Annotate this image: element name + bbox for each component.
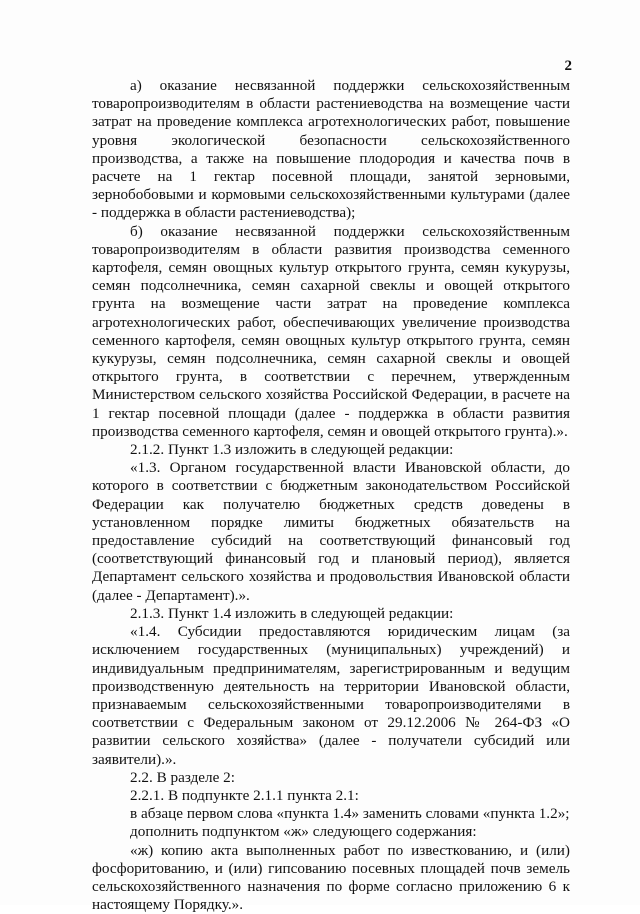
paragraph-replace-words: в абзаце первом слова «пункта 1.4» заменить словами «пункта 1.2»; xyxy=(130,805,570,823)
paragraph-2-2-1: 2.2.1. В подпункте 2.1.1 пункта 2.1: xyxy=(130,786,359,804)
document-body xyxy=(92,77,570,914)
paragraph-b: б) оказание несвязанной поддержки сельскохозяйственным товаропроизводителям в области развития производства семенного картофеля, семян овощных культур открытого грунта, семян кукурузы, семян подсолнечника, семян сахарной свеклы и овощей открытого грунта на возмещение части затрат на проведение комплекса агротехнологических работ, обеспечивающих увеличение производства семенного картофеля, семян овощных культур открытого грунта, семян кукурузы, семян подсолнечника, семян сахарной свеклы и овощей открытого грунта, в соответствии с перечнем, утвержденным Министерством сельского хозяйства Российской Федерации, в расчете на 1 гектар посевной площади (далее - поддержка в области развития производства семенного картофеля, семян и овощей открытого грунта).». xyxy=(92,222,570,440)
paragraph-2-2: 2.2. В разделе 2: xyxy=(130,768,235,786)
page-number: 2 xyxy=(564,58,572,74)
paragraph-2-1-3: 2.1.3. Пункт 1.4 изложить в следующей редакции: xyxy=(130,604,454,622)
paragraph-1-4-text: «1.4. Субсидии предоставляются юридическим лицам (за исключением государственных (муниципальных) учреждений) и индивидуальным предпринимателям, зарегистрированным и ведущим производственную деятельность на территории Ивановской области, признаваемым сельскохозяйственными товаропроизводителями в соответствии с Федеральным законом от 29.12.2006 № 264-ФЗ «О развитии сельского хозяйства» (далее - получатели субсидий или заявители).». xyxy=(92,623,570,768)
paragraph-subitem-zh: «ж) копию акта выполненных работ по известкованию, и (или) фосфоритованию, и (или) гипсованию посевных площадей почв земель сельскохозяйственного назначения по форме согласно приложению 6 к настоящему Порядку.». xyxy=(92,841,570,914)
paragraph-1-3-text: «1.3. Органом государственной власти Ивановской области, до которого в соответствии с бюджетным законодательством Российской Федерации как получателю бюджетных средств доведены в установленном порядке лимиты бюджетных обязательств на предоставление субсидий на соответствующий финансовый год (соответствующий финансовый год и плановый период), является Департамент сельского хозяйства и продовольствия Ивановской области (далее - Департамент).». xyxy=(92,459,570,604)
paragraph-2-1-2: 2.1.2. Пункт 1.3 изложить в следующей редакции: xyxy=(130,441,454,459)
paragraph-add-subitem: дополнить подпунктом «ж» следующего содержания: xyxy=(130,823,477,841)
paragraph-a: а) оказание несвязанной поддержки сельскохозяйственным товаропроизводителям в области растениеводства на возмещение части затрат на проведение комплекса агротехнологических работ, повышение уровня экологической безопасности сельскохозяйственного производства, а также на повышение плодородия и качества почв в расчете на 1 гектар посевной площади, занятой зерновыми, зернобобовыми и кормовыми сельскохозяйственными культурами (далее - поддержка в области растениеводства); xyxy=(92,77,570,222)
